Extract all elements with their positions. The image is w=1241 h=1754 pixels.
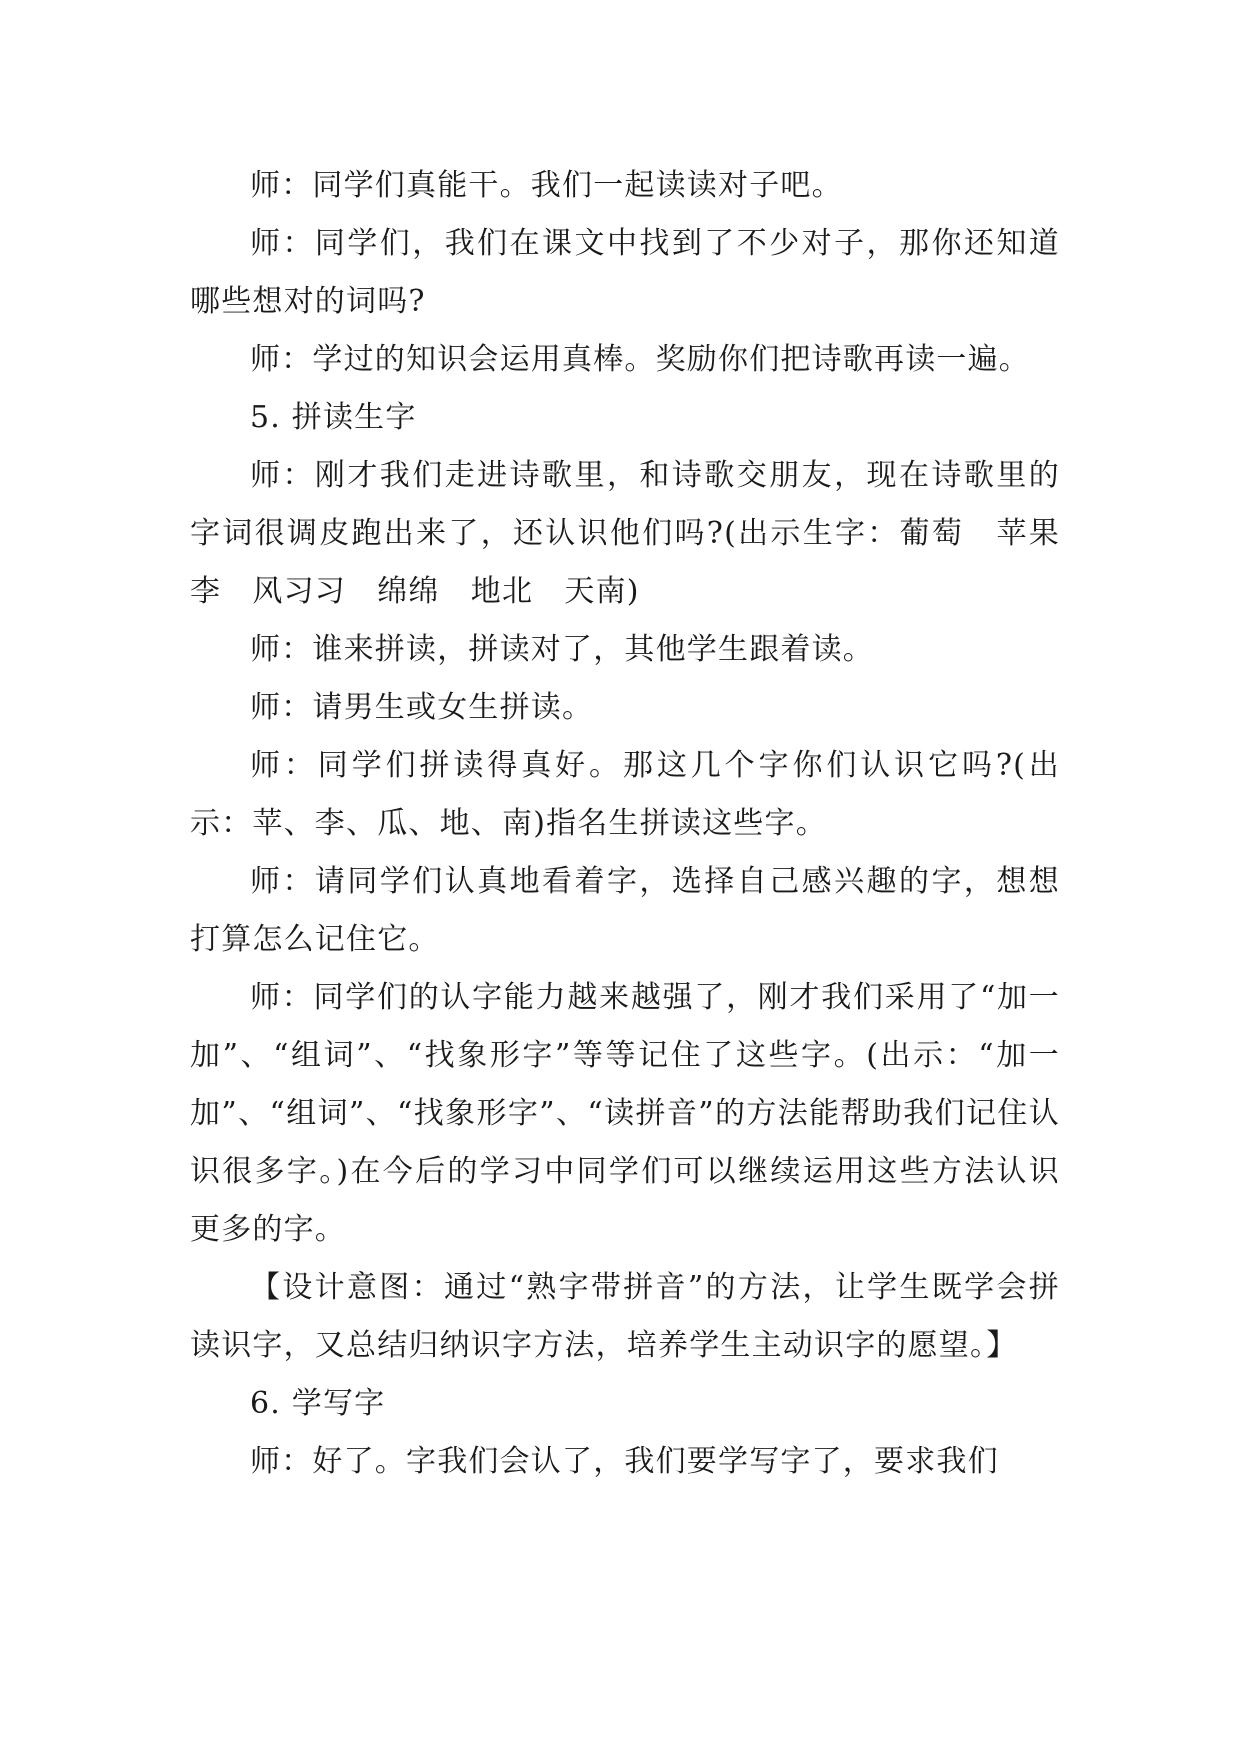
paragraph: 师：同学们的认字能力越来越强了，刚才我们采用了“加一加”、“组词”、“找象形字”等等记住了这些字。(出示：“加一加”、“组词”、“找象形字”、“读拼音”的方法能帮助我们记住认识很多字。)在今后的学习中同学们可以继续运用这些方法认识更多的字。 xyxy=(190,980,1060,1247)
section-heading: 5. 拼读生字 xyxy=(250,400,417,435)
paragraph: 师：同学们，我们在课文中找到了不少对子，那你还知道哪些想对的词吗? xyxy=(190,226,1060,319)
paragraph: 师：同学们真能干。我们一起读读对子吧。 xyxy=(250,168,843,203)
section-heading: 6. 学写字 xyxy=(250,1386,386,1421)
document-page xyxy=(190,157,1092,1491)
paragraph: 师：刚才我们走进诗歌里，和诗歌交朋友，现在诗歌里的字词很调皮跑出来了，还认识他们吗?(出示生字：葡萄 苹果 李 风习习 绵绵 地北 天南) xyxy=(190,458,1092,609)
paragraph: 师：学过的知识会运用真棒。奖励你们把诗歌再读一遍。 xyxy=(250,342,1030,377)
paragraph: 师：同学们拼读得真好。那这几个字你们认识它吗?(出示：苹、李、瓜、地、南)指名生拼读这些字。 xyxy=(190,748,1060,841)
paragraph: 师：谁来拼读，拼读对了，其他学生跟着读。 xyxy=(250,632,874,667)
paragraph: 师：好了。字我们会认了，我们要学写字了，要求我们 xyxy=(250,1444,999,1479)
paragraph: 师：请同学们认真地看着字，选择自己感兴趣的字，想想打算怎么记住它。 xyxy=(190,864,1060,957)
design-intent-note: 【设计意图：通过“熟字带拼音”的方法，让学生既学会拼读识字，又总结归纳识字方法，培养学生主动识字的愿望。】 xyxy=(190,1270,1060,1363)
paragraph: 师：请男生或女生拼读。 xyxy=(250,690,594,725)
